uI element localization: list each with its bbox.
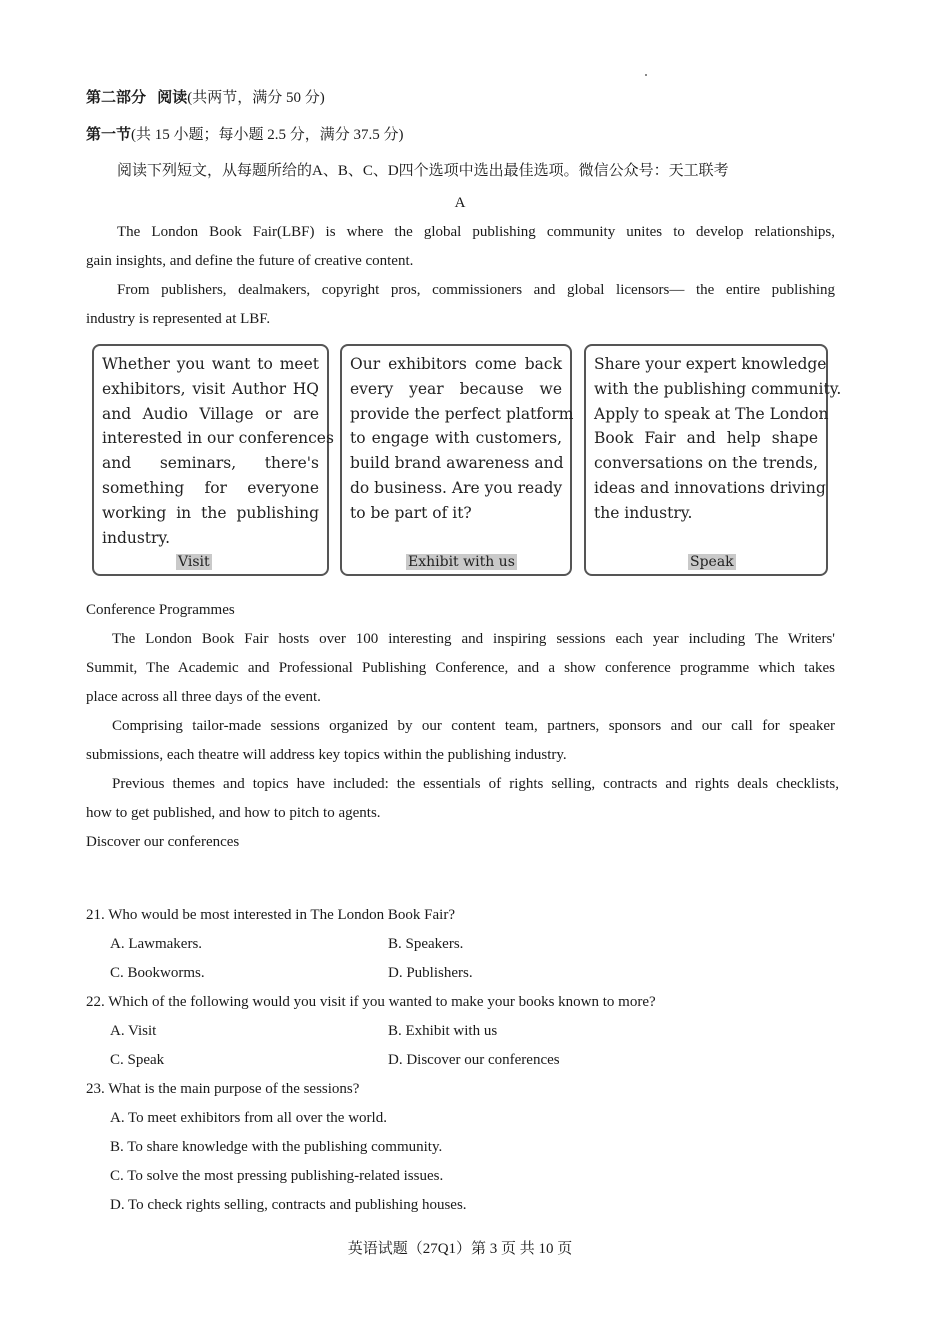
visit-line: and Audio Village or are bbox=[102, 404, 319, 423]
speak-line: ideas and innovations driving bbox=[594, 478, 826, 497]
instruction: 阅读下列短文，从每题所给的A、B、C、D四个选项中选出最佳选项。微信公众号：天工联考 bbox=[117, 163, 729, 179]
question-21-option-a[interactable]: A. Lawmakers. bbox=[110, 936, 203, 952]
exhibit-line: to be part of it? bbox=[350, 503, 472, 522]
visit-box-text bbox=[102, 352, 334, 550]
speck bbox=[645, 74, 647, 76]
intro-p2-line2: industry is represented at LBF. bbox=[86, 311, 271, 327]
visit-line: exhibitors, visit Author HQ bbox=[102, 379, 319, 398]
exhibit-line: Our exhibitors come back bbox=[350, 355, 562, 373]
conference-p3-line2: how to get published, and how to pitch to agents. bbox=[86, 805, 381, 821]
visit-line: interested in our conferences bbox=[102, 429, 334, 448]
conference-p2-line1: Comprising tailor-made sessions organized by our content team, partners, sponsors and our call for speaker bbox=[112, 718, 835, 734]
exhibit-box-text bbox=[350, 352, 574, 526]
question-23-option-a[interactable]: A. To meet exhibitors from all over the world. bbox=[110, 1110, 387, 1126]
intro-p1-line2: gain insights, and define the future of creative content. bbox=[86, 253, 414, 269]
question-23-option-b[interactable]: B. To share knowledge with the publishing community. bbox=[110, 1139, 443, 1155]
question-22-option-b[interactable]: B. Exhibit with us bbox=[388, 1023, 498, 1039]
question-22-option-c[interactable]: C. Speak bbox=[110, 1052, 165, 1068]
visit-line: and seminars, there's bbox=[102, 454, 319, 473]
speak-line: Apply to speak at The London bbox=[594, 404, 829, 423]
section-label: 第一节 bbox=[86, 127, 132, 143]
visit-line: something for everyone bbox=[102, 478, 319, 497]
conference-p2-line2: submissions, each theatre will address key topics within the publishing industry. bbox=[86, 747, 567, 763]
question-22-option-d[interactable]: D. Discover our conferences bbox=[388, 1052, 560, 1068]
part-note: (共两节，满分 50 分) bbox=[187, 90, 325, 106]
speak-box bbox=[584, 344, 842, 576]
question-21-stem: 21. Who would be most interested in The London Book Fair? bbox=[86, 907, 455, 923]
question-23-stem: 23. What is the main purpose of the sessions? bbox=[86, 1081, 360, 1097]
speak-box-text bbox=[594, 352, 842, 526]
exhibit-button[interactable]: Exhibit with us bbox=[408, 554, 515, 570]
section-note: (共 15 小题；每小题 2.5 分，满分 37.5 分) bbox=[131, 127, 404, 143]
question-22-option-a[interactable]: A. Visit bbox=[110, 1023, 157, 1039]
question-23-option-c[interactable]: C. To solve the most pressing publishing-related issues. bbox=[110, 1168, 444, 1184]
conference-p3-line1: Previous themes and topics have included: the essentials of rights selling, contracts and rights deals checklists, bbox=[112, 776, 839, 792]
speak-line: conversations on the trends, bbox=[594, 454, 819, 473]
exhibit-line: build brand awareness and bbox=[350, 454, 564, 473]
exhibit-line: every year because we bbox=[350, 379, 562, 398]
part-label: 第二部分 bbox=[86, 90, 147, 106]
exhibit-line: do business. Are you ready bbox=[350, 478, 563, 497]
part-heading bbox=[86, 89, 325, 107]
speak-line: the industry. bbox=[594, 503, 693, 522]
conference-heading: Conference Programmes bbox=[86, 602, 235, 618]
intro-p2-line1: From publishers, dealmakers, copyright pros, commissioners and global licensors— the entire publishing bbox=[117, 282, 835, 298]
visit-line: industry. bbox=[102, 528, 171, 547]
visit-line: working in the publishing bbox=[102, 503, 319, 522]
conference-p1-line2: Summit, The Academic and Professional Publishing Conference, and a show conference programme which takes bbox=[86, 660, 835, 676]
question-21-option-b[interactable]: B. Speakers. bbox=[388, 936, 464, 952]
passage-label: A bbox=[454, 195, 466, 211]
question-21-option-c[interactable]: C. Bookworms. bbox=[110, 965, 205, 981]
visit-line: Whether you want to meet bbox=[102, 355, 319, 373]
question-22-stem: 22. Which of the following would you visit if you wanted to make your books known to more? bbox=[86, 994, 656, 1010]
section-heading bbox=[86, 126, 404, 144]
intro-p1-line1: The London Book Fair(LBF) is where the global publishing community unites to develop relationships, bbox=[117, 224, 835, 240]
exhibit-line: provide the perfect platform bbox=[350, 404, 574, 423]
exhibit-line: to engage with customers, bbox=[350, 429, 562, 448]
speak-button[interactable]: Speak bbox=[690, 554, 734, 570]
speak-line: Share your expert knowledge bbox=[594, 355, 827, 373]
speak-line: Book Fair and help shape bbox=[594, 429, 818, 448]
page-footer: 英语试题（27Q1）第 3 页 共 10 页 bbox=[347, 1241, 573, 1257]
speak-line: with the publishing community. bbox=[594, 379, 842, 398]
visit-box bbox=[92, 344, 334, 576]
exhibit-box bbox=[340, 344, 572, 576]
discover-conferences-link[interactable]: Discover our conferences bbox=[86, 834, 240, 850]
conference-p1-line1: The London Book Fair hosts over 100 interesting and inspiring sessions each year including The Writers' bbox=[112, 631, 835, 647]
part-title: 阅读 bbox=[157, 90, 188, 106]
conference-p1-line3: place across all three days of the event. bbox=[86, 689, 321, 705]
question-23-option-d[interactable]: D. To check rights selling, contracts and publishing houses. bbox=[110, 1197, 467, 1213]
visit-button[interactable]: Visit bbox=[178, 554, 210, 570]
question-21-option-d[interactable]: D. Publishers. bbox=[388, 965, 473, 981]
